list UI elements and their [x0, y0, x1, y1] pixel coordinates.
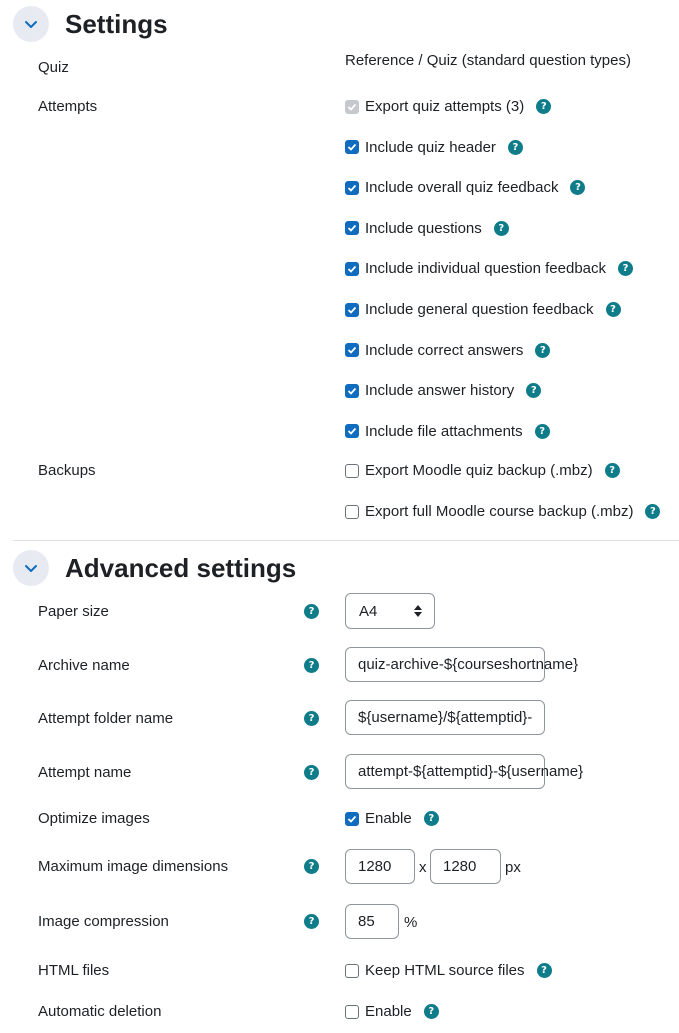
paper-size-help-icon[interactable]: ? [304, 604, 319, 619]
attempt-help-icon[interactable]: ? [606, 302, 621, 317]
attempt-checkbox[interactable] [345, 343, 359, 357]
attempt-option-label: Include general question feedback [365, 301, 594, 318]
checkmark-icon [347, 142, 357, 152]
attempt-checkbox[interactable] [345, 262, 359, 276]
attempt-name-input[interactable]: attempt-${attemptid}-${username} [345, 754, 545, 789]
max-width-input[interactable]: 1280 [345, 849, 415, 884]
attempt-help-icon[interactable]: ? [526, 383, 541, 398]
attempt-checkbox-item[interactable] [345, 382, 541, 399]
compression-help-icon[interactable]: ? [304, 914, 319, 929]
attempts-label: Attempts [38, 98, 98, 115]
compression-label: Image compression [38, 913, 169, 930]
checkmark-icon [347, 386, 357, 396]
attempt-help-icon[interactable]: ? [494, 221, 509, 236]
checkmark-icon [347, 183, 357, 193]
auto-delete-option: Enable [365, 1003, 412, 1020]
attempt-help-icon[interactable]: ? [570, 180, 585, 195]
attempt-checkbox[interactable] [345, 424, 359, 438]
attempt-help-icon[interactable]: ? [535, 424, 550, 439]
advanced-collapse-button[interactable] [13, 550, 49, 586]
auto-delete-label: Automatic deletion [38, 1003, 162, 1020]
max-height-input[interactable]: 1280 [430, 849, 501, 884]
settings-collapse-button[interactable] [13, 6, 49, 42]
optimize-images-option: Enable [365, 810, 412, 827]
attempt-checkbox-item[interactable] [345, 179, 585, 196]
select-caret-icon [414, 604, 422, 618]
optimize-images-label: Optimize images [38, 810, 150, 827]
backup-help-icon[interactable]: ? [645, 504, 660, 519]
checkmark-icon [347, 223, 357, 233]
auto-delete-checkbox-item[interactable] [345, 1003, 439, 1020]
attempt-option-label: Include overall quiz feedback [365, 179, 559, 197]
archive-name-input[interactable]: quiz-archive-${courseshortname} [345, 647, 545, 682]
backup-help-icon[interactable]: ? [605, 463, 620, 478]
attempt-checkbox-item[interactable] [345, 301, 621, 318]
attempt-option-label: Export quiz attempts (3) [365, 98, 525, 115]
compression-unit: % [404, 914, 418, 931]
attempt-checkbox-item[interactable] [345, 220, 509, 237]
max-dims-help-icon[interactable]: ? [304, 859, 319, 874]
max-dims-label: Maximum image dimensions [38, 858, 229, 875]
html-files-option: Keep HTML source files [365, 962, 525, 979]
backup-checkbox[interactable] [345, 505, 359, 519]
quiz-label: Quiz [38, 59, 69, 76]
attempt-name-help-icon[interactable]: ? [304, 765, 319, 780]
html-files-label: HTML files [38, 962, 110, 979]
checkmark-icon [347, 102, 357, 112]
paper-size-select[interactable] [345, 593, 435, 629]
attempt-checkbox[interactable] [345, 384, 359, 398]
backup-checkbox[interactable] [345, 464, 359, 478]
attempt-checkbox[interactable] [345, 303, 359, 317]
html-files-help-icon[interactable]: ? [537, 963, 552, 978]
attempt-option-label: Include correct answers [365, 341, 524, 359]
dims-separator: x [419, 859, 427, 876]
attempt-option-label: Include file attachments [365, 422, 523, 440]
attempt-checkbox[interactable] [345, 221, 359, 235]
optimize-images-checkbox[interactable] [345, 812, 359, 826]
attempt-checkbox[interactable] [345, 181, 359, 195]
attempt-folder-label: Attempt folder name [38, 710, 174, 727]
attempt-help-icon[interactable]: ? [508, 140, 523, 155]
quiz-value: Reference / Quiz (standard question types) [345, 52, 631, 69]
attempt-checkbox [345, 100, 359, 114]
auto-delete-help-icon[interactable]: ? [424, 1004, 439, 1019]
archive-name-help-icon[interactable]: ? [304, 658, 319, 673]
html-files-checkbox[interactable] [345, 964, 359, 978]
backup-option-label: Export Moodle quiz backup (.mbz) [365, 462, 593, 479]
attempt-option-label: Include questions [365, 219, 482, 237]
attempt-help-icon[interactable]: ? [618, 261, 633, 276]
attempt-checkbox-item[interactable] [345, 342, 550, 359]
optimize-images-checkbox-item[interactable] [345, 810, 439, 827]
section-divider [13, 540, 679, 541]
attempt-checkbox-item[interactable] [345, 98, 551, 115]
attempt-checkbox-item[interactable] [345, 423, 550, 440]
optimize-images-help-icon[interactable]: ? [424, 811, 439, 826]
compression-input[interactable]: 85 [345, 904, 399, 939]
backup-checkbox-item[interactable] [345, 503, 660, 520]
html-files-checkbox-item[interactable] [345, 962, 552, 979]
backup-checkbox-item[interactable] [345, 462, 620, 479]
attempt-option-label: Include individual question feedback [365, 260, 607, 278]
attempt-checkbox-item[interactable] [345, 139, 523, 156]
paper-size-value: A4 [359, 602, 378, 620]
chevron-down-icon [23, 560, 39, 576]
attempt-help-icon[interactable]: ? [535, 343, 550, 358]
attempt-folder-help-icon[interactable]: ? [304, 711, 319, 726]
attempt-checkbox-item[interactable] [345, 260, 633, 277]
paper-size-label: Paper size [38, 603, 109, 620]
attempt-checkbox[interactable] [345, 140, 359, 154]
attempt-name-label: Attempt name [38, 764, 132, 781]
checkmark-icon [347, 305, 357, 315]
checkmark-icon [347, 426, 357, 436]
backups-label: Backups [38, 462, 96, 479]
archive-name-label: Archive name [38, 657, 130, 674]
dims-unit: px [505, 859, 521, 876]
checkmark-icon [347, 345, 357, 355]
attempt-folder-input[interactable]: ${username}/${attemptid}- [345, 700, 545, 735]
attempt-option-label: Include answer history [365, 382, 515, 400]
advanced-title: Advanced settings [65, 552, 297, 583]
auto-delete-checkbox[interactable] [345, 1005, 359, 1019]
checkmark-icon [347, 264, 357, 274]
attempt-help-icon[interactable]: ? [536, 99, 551, 114]
settings-section-header [13, 4, 168, 44]
backup-option-label: Export full Moodle course backup (.mbz) [365, 503, 634, 520]
attempt-option-label: Include quiz header [365, 138, 496, 156]
advanced-section-header [13, 548, 296, 588]
chevron-down-icon [23, 16, 39, 32]
checkmark-icon [347, 814, 357, 824]
settings-title: Settings [65, 8, 168, 39]
